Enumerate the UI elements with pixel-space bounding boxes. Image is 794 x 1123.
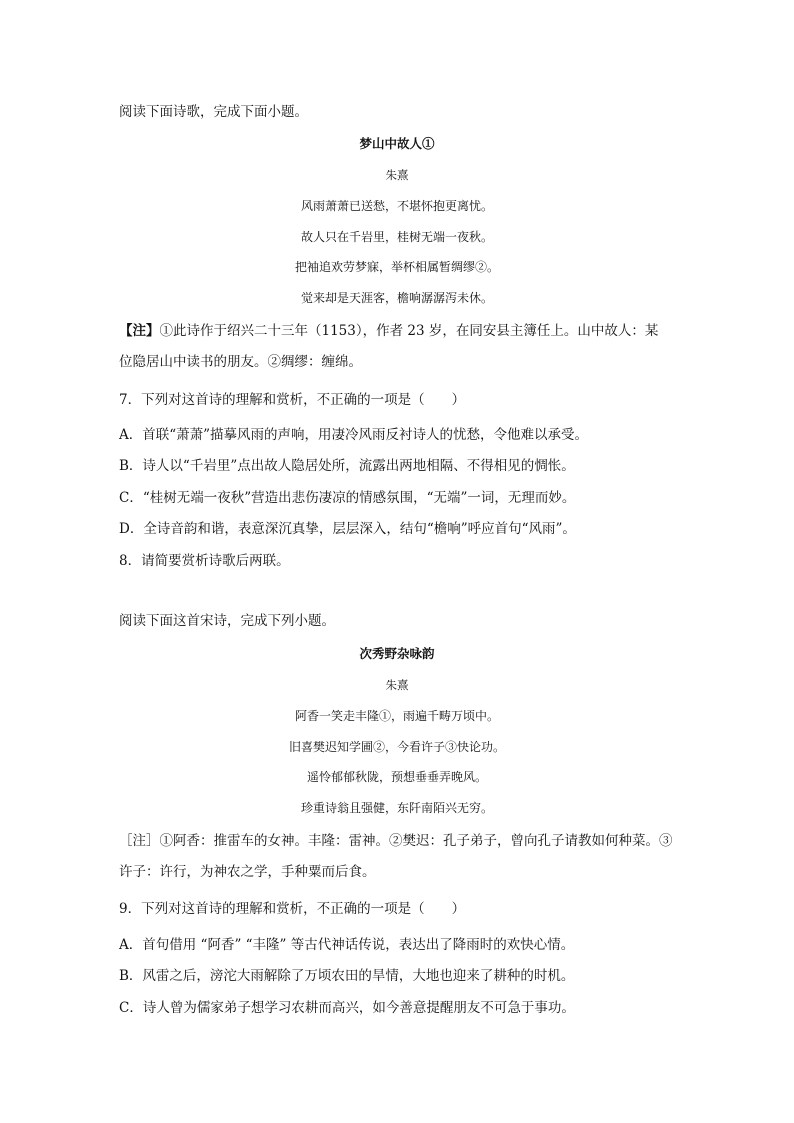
q8-stem: 8．请简要赏析诗歌后两联。 — [119, 553, 290, 569]
q9-option-a: A．首句借用 “阿香” “丰隆” 等古代神话传说，表达出了降雨时的欢快心情。 — [119, 937, 575, 953]
poem2-title: 次秀野杂咏韵 — [359, 646, 435, 661]
poem1-line-2: 故人只在千岩里，桂树无端一夜秋。 — [300, 230, 493, 244]
q9-stem: 9．下列对这首诗的理解和赏析，不正确的一项是（ ） — [119, 901, 466, 917]
poem2-note-line-2: 许子：许行，为神农之学，手种粟而后食。 — [119, 864, 376, 880]
q9-option-c: C．诗人曾为儒家弟子想学习农耕而高兴，如今善意提醒朋友不可急于事功。 — [119, 1000, 575, 1016]
q7-option-d: D．全诗音韵和谐，表意深沉真挚，层层深入，结句“檐响”呼应首句“风雨”。 — [119, 521, 576, 537]
poem2-line-2: 旧喜樊迟知学圃②，今看许子③快论功。 — [288, 740, 505, 754]
q7-option-a: A．首联“萧萧”描摹风雨的声响，用凄冷风雨反衬诗人的忧愁，令他难以承受。 — [119, 427, 589, 443]
poem2-note-line-1: ［注］①阿香：推雷车的女神。丰隆：雷神。②樊迟：孔子弟子，曾向孔子请教如何种菜。③ — [119, 833, 673, 849]
poem1-line-4: 觉来却是天涯客，檐响潺潺泻未休。 — [300, 291, 493, 305]
section1-intro: 阅读下面诗歌，完成下面小题。 — [119, 104, 308, 120]
poem1-author: 朱熹 — [385, 168, 409, 182]
q7-option-c: C．“桂树无端一夜秋”营造出悲伤凄凉的情感氛围，“无端”一词，无理而妙。 — [119, 490, 576, 506]
note-bracket: 【注】 — [119, 323, 160, 339]
poem1-note-line-2: 位隐居山中读书的朋友。②绸缪：缠绵。 — [119, 354, 362, 370]
poem2-author: 朱熹 — [385, 678, 409, 692]
poem1-note-line-1 — [119, 322, 658, 340]
poem2-line-1: 阿香一笑走丰隆①，雨遍千畴万顷中。 — [294, 709, 499, 723]
poem2-line-3: 遥怜郁郁秋陇，预想垂垂弄晚风。 — [306, 770, 487, 784]
q7-option-b: B．诗人以“千岩里”点出故人隐居处所，流露出两地相隔、不得相见的惆怅。 — [119, 458, 575, 474]
q7-stem: 7．下列对这首诗的理解和赏析，不正确的一项是（ ） — [119, 392, 466, 408]
poem1-line-3: 把袖追欢劳梦寐，举杯相属暂绸缪②。 — [294, 260, 499, 274]
poem1-note-text-1: ①此诗作于绍兴二十三年（1153），作者 23 岁，在同安县主簿任上。山中故人：某 — [159, 323, 659, 339]
poem1-line-1: 风雨萧萧已送愁，不堪怀抱更离忧。 — [300, 199, 493, 213]
q9-option-b: B．风雷之后，滂沱大雨解除了万顷农田的旱情，大地也迎来了耕种的时机。 — [119, 968, 575, 984]
poem2-line-4: 珍重诗翁且强健，东阡南陌兴无穷。 — [300, 801, 493, 815]
poem1-title: 梦山中故人① — [359, 136, 435, 151]
section2-intro: 阅读下面这首宋诗，完成下列小题。 — [119, 613, 335, 629]
